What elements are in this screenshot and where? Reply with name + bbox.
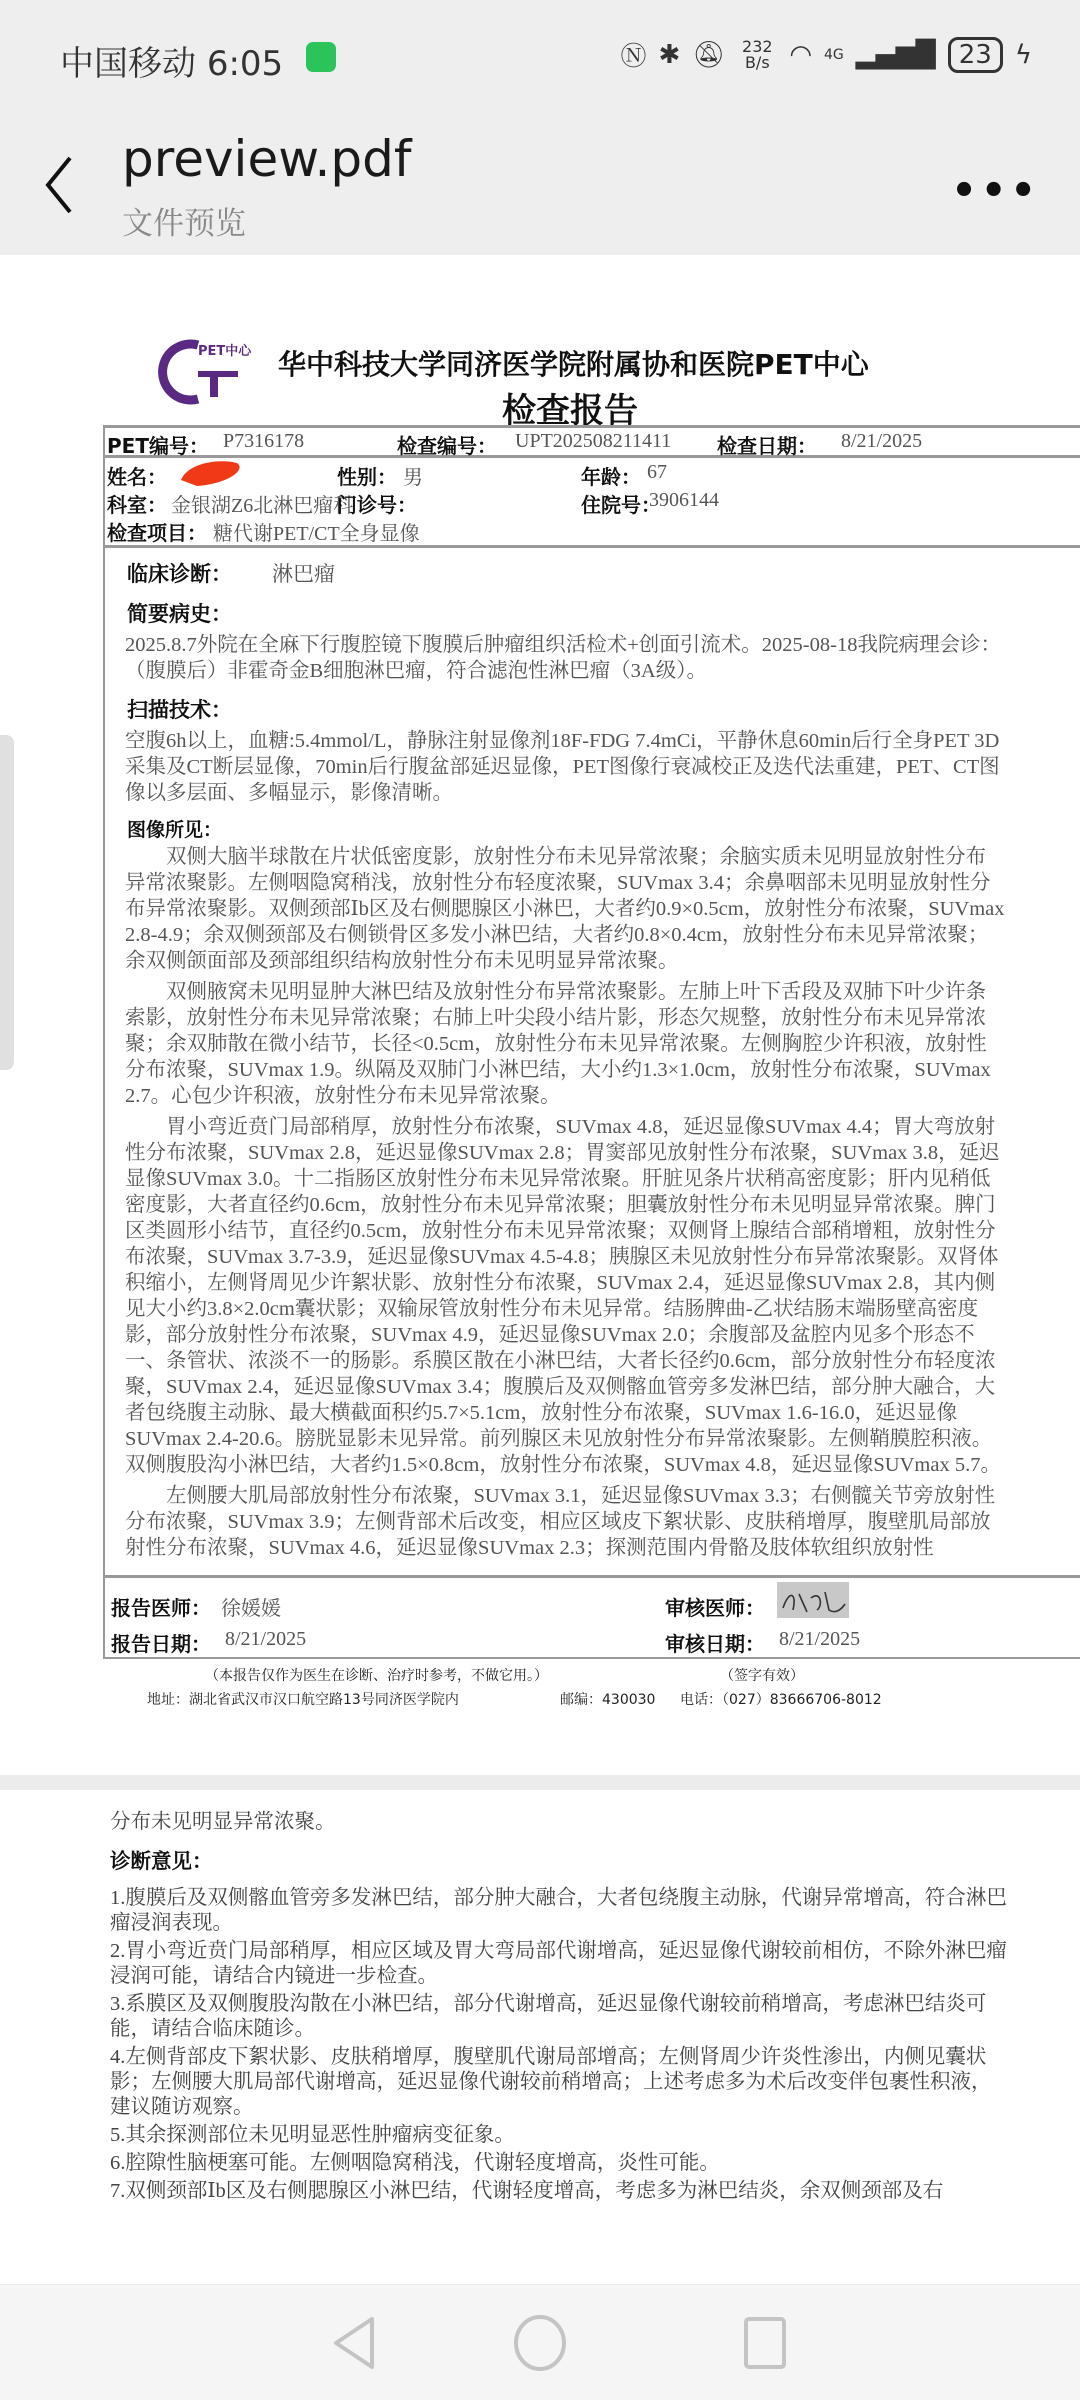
diagnosis-item: 3.系膜区及双侧腹股沟散在小淋巴结，部分代谢增高，延迟显像代谢较前稍增高，考虑淋巴结炎可能，请结合临床随诊。 bbox=[110, 1993, 987, 2040]
clinical-row bbox=[105, 560, 1080, 588]
diagnosis-item: 1.腹膜后及双侧髂血管旁多发淋巴结，部分肿大融合，大者包绕腹主动脉，代谢异常增高，符合淋巴瘤浸润表现。 bbox=[110, 1887, 1007, 1934]
pdf-page-1 bbox=[0, 255, 1080, 1775]
findings-label: 图像所见： bbox=[127, 819, 223, 841]
clock: 6:05 bbox=[206, 44, 284, 84]
clinical-diagnosis: 淋巴瘤 bbox=[272, 562, 335, 586]
report-date: 8/21/2025 bbox=[225, 1628, 307, 1650]
history-label: 简要病史： bbox=[127, 602, 232, 626]
findings-paragraph: 双侧大脑半球散在片状低密度影，放射性分布未见异常浓聚；余脑实质未见明显放射性分布异常浓聚影。左侧咽隐窝稍浅，放射性分布轻度浓聚，SUVmax 3.4；余鼻咽部未见明显放射性分布异常浓聚影。双侧颈部Ⅰb区及右侧腮腺区小淋巴，大者约0.9×0.5cm，放射性分布浓聚，SUVmax 2.8-4.9；余双侧颈部及右侧锁骨区多发小淋巴结，大者约0.8×0.4cm，放射性分布未见异常浓聚；余双侧颌面部及颈部组织结构放射性分布未见明显异常浓聚。 bbox=[125, 846, 1005, 972]
redacted-name-mark bbox=[177, 458, 245, 488]
file-title: preview.pdf bbox=[122, 130, 412, 188]
findings bbox=[125, 844, 1005, 1561]
exam-item-label: 检查项目： bbox=[107, 521, 207, 545]
review-date: 8/21/2025 bbox=[779, 1628, 861, 1650]
exam-item: 糖代谢PET/CT全身显像 bbox=[213, 523, 420, 545]
nfc-icon: Ⓝ bbox=[620, 42, 647, 72]
age: 67 bbox=[647, 461, 667, 483]
review-date-label: 审核日期： bbox=[665, 1632, 765, 1656]
hospital-name: 华中科技大学同济医学院附属协和医院PET中心 bbox=[278, 348, 869, 381]
dept: 金银湖Z6北淋巴瘤科 bbox=[171, 495, 354, 517]
status-bar bbox=[0, 0, 1080, 110]
scan-label: 扫描技术： bbox=[127, 698, 232, 722]
battery-icon: 23 bbox=[948, 37, 1003, 73]
diagnosis-item: 4.左侧背部皮下絮状影、皮肤稍增厚，腹壁肌代谢局部增高；左侧肾周少许炎性渗出，内侧见囊状影；左侧腰大肌局部代谢增高，延迟显像代谢较前稍增高；上述考虑多为术后改变伴包裹性积液，建议随访观察。 bbox=[110, 2046, 992, 2118]
carrier: 中国移动 bbox=[60, 44, 196, 84]
report-date-label: 报告日期： bbox=[111, 1632, 211, 1656]
bluetooth-icon: ✱ bbox=[658, 39, 681, 70]
report-notes bbox=[0, 1665, 1080, 1713]
carrier-time bbox=[60, 36, 283, 85]
navigation-bar bbox=[0, 2285, 1080, 2400]
postcode: 邮编：430030 bbox=[560, 1692, 656, 1708]
signature-box bbox=[103, 1575, 1080, 1659]
reviewer-signature bbox=[777, 1582, 849, 1618]
inpatient-no: 3906144 bbox=[649, 489, 719, 511]
diagnosis-list bbox=[110, 1886, 1010, 2204]
history-text: 2025.8.7外院在全麻下行腹腔镜下腹膜后肿瘤组织活检术+创面引流术。2025-08-18我院病理会诊：（腹膜后）非霍奇金B细胞淋巴瘤，符合滤泡性淋巴瘤（3A级）。 bbox=[125, 634, 1001, 682]
report-doctor: 徐媛媛 bbox=[221, 1598, 281, 1620]
diagnosis-item: 6.腔隙性脑梗塞可能。左侧咽隐窝稍浅，代谢轻度增高，炎性可能。 bbox=[110, 2152, 720, 2174]
findings-paragraph: 左侧腰大肌局部放射性分布浓聚，SUVmax 3.1，延迟显像SUVmax 3.3；右侧髋关节旁放射性分布浓聚，SUVmax 3.9；左侧背部术后改变，相应区域皮下絮状影、皮肤稍增厚，腹壁肌局部放射性分布浓聚，SUVmax 4.6，延迟显像SUVmax 2.3；探测范围内骨骼及肢体软组织放射性 bbox=[125, 1485, 996, 1559]
sex: 男 bbox=[403, 467, 423, 489]
findings-paragraph: 双侧腋窝未见明显肿大淋巴结及放射性分布异常浓聚影。左肺上叶下舌段及双肺下叶少许条索影，放射性分布未见异常浓聚；右肺上叶尖段小结片影，形态欠规整，放射性分布未见异常浓聚；余双肺散在微小结节，长径<0.5cm，放射性分布未见异常浓聚。左侧胸腔少许积液，放射性分布浓聚，SUVmax 1.9。纵隔及双肺门小淋巴结，大小约1.3×1.0cm，放射性分布浓聚，SUVmax 2.7。心包少许积液，放射性分布未见异常浓聚。 bbox=[125, 981, 991, 1107]
file-subtitle: 文件预览 bbox=[122, 206, 246, 242]
recents-icon[interactable] bbox=[740, 2315, 790, 2371]
address: 地址：湖北省武汉市汉口航空路13号同济医学院内 bbox=[147, 1692, 459, 1708]
findings-continuation: 分布未见明显异常浓聚。 bbox=[110, 1811, 336, 1833]
diagnosis-item: 2.胃小弯近贲门局部稍厚，相应区域及胃大弯局部代谢增高，延迟显像代谢较前相仿，不除外淋巴瘤浸润可能，请结合内镜进一步检查。 bbox=[110, 1940, 1007, 1987]
status-icons bbox=[620, 36, 1032, 73]
name-label: 姓名： bbox=[107, 465, 167, 489]
report-header bbox=[0, 337, 1080, 431]
clinic-no-label: 门诊号： bbox=[337, 493, 417, 517]
charging-icon: ϟ bbox=[1014, 39, 1032, 70]
exam-date-label: 检查日期： bbox=[717, 434, 817, 458]
wifi-icon: ◠ bbox=[789, 39, 812, 70]
clinical-label: 临床诊断： bbox=[127, 562, 232, 586]
sign-valid-note: （签字有效） bbox=[720, 1668, 804, 1684]
more-options-icon[interactable]: ••• bbox=[951, 168, 1040, 214]
patient-info bbox=[103, 458, 1080, 548]
wechat-icon bbox=[306, 42, 336, 72]
exam-no-label: 检查编号： bbox=[397, 434, 497, 458]
disclaimer: （本报告仅作为医生在诊断、治疗时参考，不做它用。） bbox=[205, 1668, 548, 1684]
report-body bbox=[103, 548, 1080, 1575]
net-speed: 232 B/s bbox=[742, 36, 773, 72]
report-doctor-label: 报告医师： bbox=[111, 1596, 211, 1620]
sex-label: 性别： bbox=[337, 465, 397, 489]
exam-no: UPT202508211411 bbox=[515, 430, 672, 452]
exam-id-row bbox=[103, 425, 1080, 458]
mute-icon: 🔕︎ bbox=[692, 39, 726, 70]
signal-icon: ▂▄▆█ bbox=[855, 39, 936, 70]
back-icon[interactable] bbox=[330, 2315, 380, 2371]
app-bar bbox=[0, 110, 1080, 255]
diagnosis-label: 诊断意见： bbox=[110, 1849, 213, 1873]
inpatient-label: 住院号： bbox=[581, 493, 661, 517]
scan-text: 空腹6h以上，血糖:5.4mmol/L，静脉注射显像剂18F-FDG 7.4mCi，平静休息60min后行全身PET 3D采集及CT断层显像，70min后行腹盆部延迟显像，PET图像行衰减校正及迭代法重建，PET、CT图像以多层面、多幅显示，影像清晰。 bbox=[125, 730, 1000, 804]
pdf-page-2 bbox=[0, 1790, 1080, 2284]
dept-label: 科室： bbox=[107, 493, 167, 517]
pet-no-label: PET编号： bbox=[107, 434, 209, 458]
home-icon[interactable] bbox=[510, 2313, 570, 2373]
diagnosis-item: 5.其余探测部位未见明显恶性肿瘤病变征象。 bbox=[110, 2124, 515, 2146]
exam-date: 8/21/2025 bbox=[841, 430, 923, 452]
diagnosis-item: 7.双侧颈部Ⅰb区及右侧腮腺区小淋巴结，代谢轻度增高，考虑多为淋巴结炎，余双侧颈部及右 bbox=[110, 2180, 944, 2202]
back-chevron-icon[interactable] bbox=[40, 150, 80, 220]
scroll-handle[interactable] bbox=[0, 735, 14, 1070]
pet-no: P7316178 bbox=[223, 430, 305, 452]
age-label: 年龄： bbox=[581, 465, 641, 489]
review-doctor-label: 审核医师： bbox=[665, 1596, 765, 1620]
findings-paragraph: 胃小弯近贲门局部稍厚，放射性分布浓聚，SUVmax 4.8，延迟显像SUVmax 4.4；胃大弯放射性分布浓聚，SUVmax 2.8，延迟显像SUVmax 2.8；胃窦部见放射性分布浓聚，SUVmax 3.8，延迟显像SUVmax 3.0。十二指肠区放射性分布未见异常浓聚。肝脏见条片状稍高密度影；肝内见稍低密度影，大者直径约0.6cm，放射性分布未见异常浓聚；胆囊放射性分布未见明显异常浓聚。脾门区类圆形小结节，直径约0.5cm，放射性分布未见异常浓聚；双侧肾上腺结合部稍增粗，放射性分布浓聚，SUVmax 3.7-3.9，延迟显像SUVmax 4.5-4.8；胰腺区未见放射性分布异常浓聚影。双肾体积缩小，左侧肾周见少许絮状影、放射性分布浓聚，SUVmax 2.4，延迟显像SUVmax 2.8，其内侧见大小约3.8×2.0cm囊状影；双输尿管放射性分布未见异常。结肠脾曲-乙状结肠末端肠壁高密度影，部分放射性分布浓聚，SUVmax 4.9，延迟显像SUVmax 2.0；余腹部及盆腔内见多个形态不一、条管状、浓淡不一的肠影。系膜区散在小淋巴结，大者长径约0.6cm，部分放射性分布轻度浓聚，SUVmax 2.4，延迟显像SUVmax 3.4；腹膜后及双侧髂血管旁多发淋巴结，部分肿大融合，大者包绕腹主动脉、最大横截面积约5.7×5.1cm，放射性分布浓聚，SUVmax 1.6-16.0，延迟显像SUVmax 2.4-20.6。膀胱显影未见异常。前列腺区未见放射性分布异常浓聚影。左侧鞘膜腔积液。双侧腹股沟小淋巴结，大者约1.5×0.8cm，放射性分布浓聚，SUVmax 4.8，延迟显像SUVmax 5.7。 bbox=[125, 1116, 1001, 1476]
report-title: 检查报告 bbox=[502, 391, 638, 431]
network-type: 4G bbox=[824, 46, 844, 63]
pdf-viewer bbox=[0, 255, 1080, 2284]
phone: 电话：（027）83666706-8012 bbox=[680, 1692, 882, 1708]
svg-text:PET中心: PET中心 bbox=[198, 344, 252, 359]
